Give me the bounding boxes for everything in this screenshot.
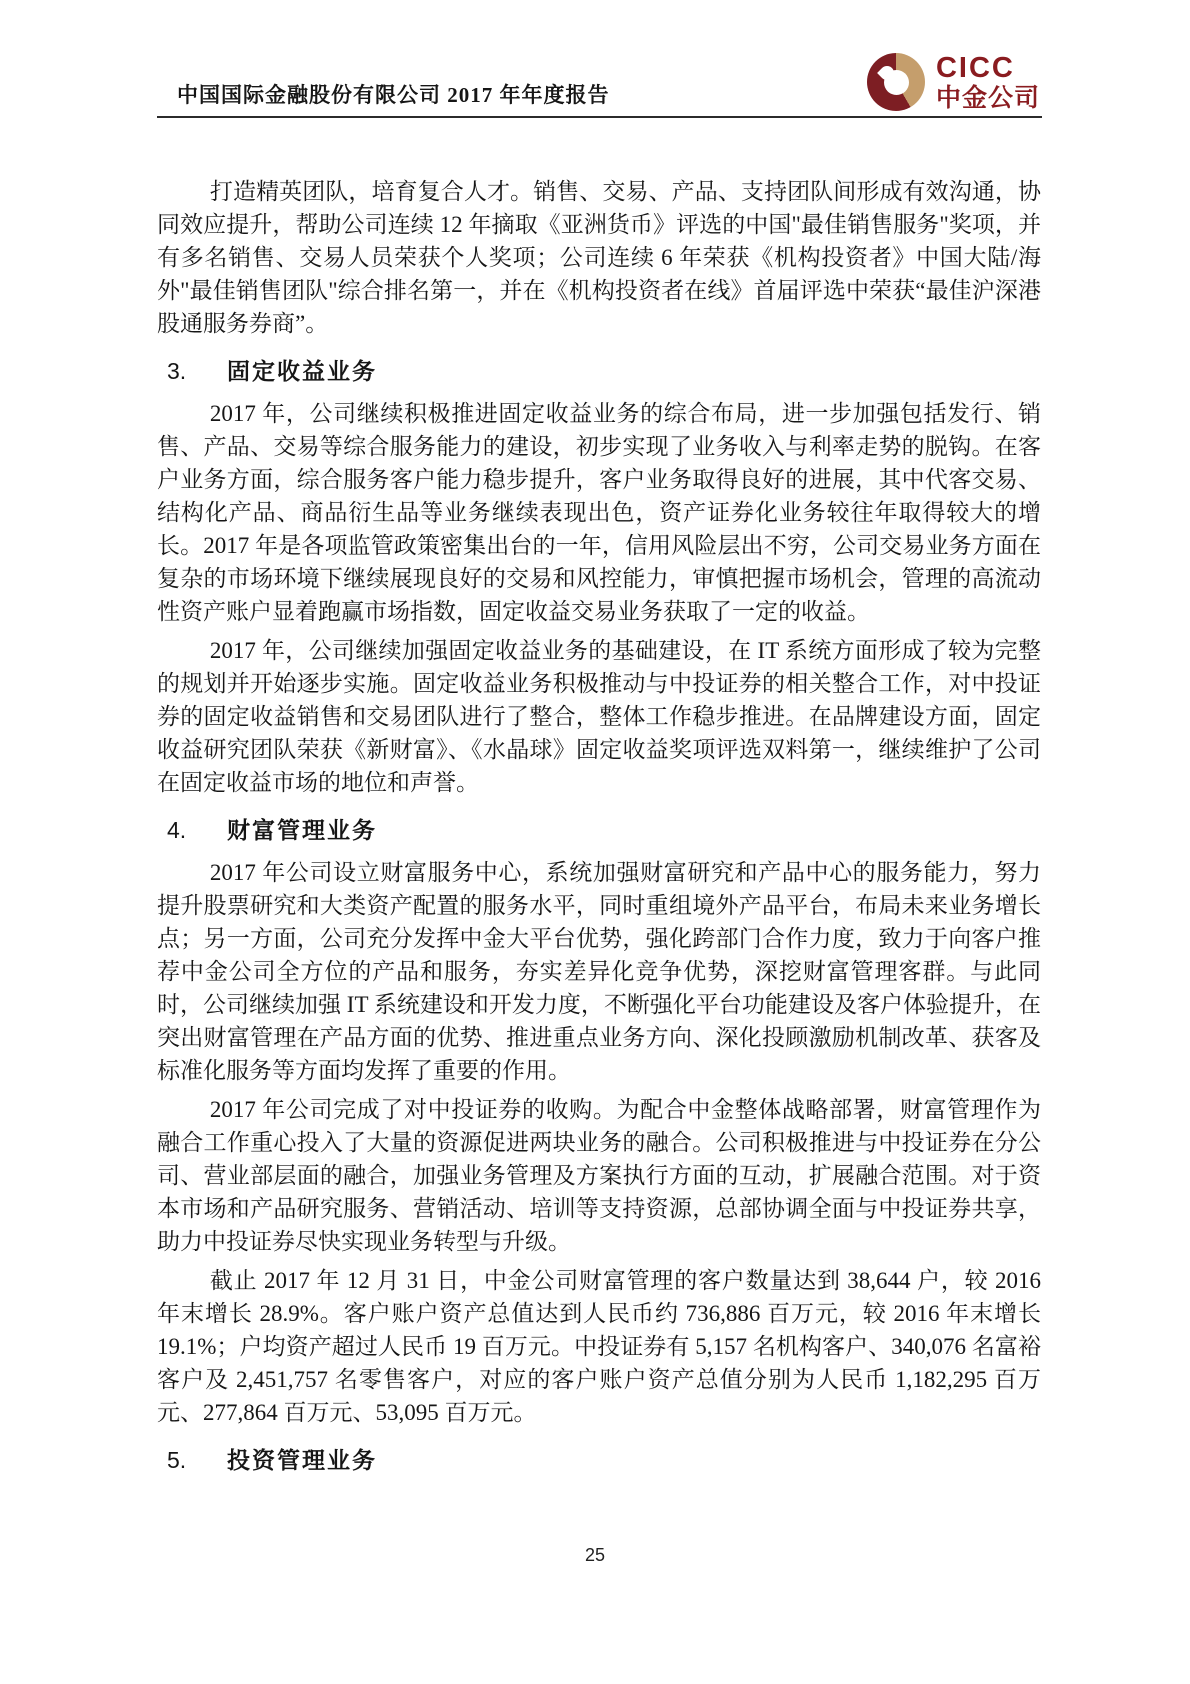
section-4-paragraph-1: 2017 年公司设立财富服务中心，系统加强财富研究和产品中心的服务能力，努力提升股票研究和大类资产配置的服务水平，同时重组境外产品平台，布局未来业务增长点；另一方面，公司充分发挥中金大平台优势，强化跨部门合作力度，致力于向客户推荐中金公司全方位的产品和服务，夯实差异化竞争优势，深挖财富管理客群。与此同时，公司继续加强 IT 系统建设和开发力度，不断强化平台功能建设及客户体验提升，在突出财富管理在产品方面的优势、推进重点业务方向、深化投顾激励机制改革、获客及标准化服务等方面均发挥了重要的作用。 xyxy=(157,860,1041,1083)
page-header xyxy=(157,0,1042,118)
section-5-number: 5. xyxy=(167,1447,187,1473)
cicc-wordmark xyxy=(935,51,1040,112)
document-body xyxy=(157,117,1041,1486)
section-3-paragraph-2: 2017 年，公司继续加强固定收益业务的基础建设，在 IT 系统方面形成了较为完整的规划并开始逐步实施。固定收益业务积极推动与中投证券的相关整合工作，对中投证券的固定收益销售和交易团队进行了整合，整体工作稳步推进。在品牌建设方面，固定收益研究团队荣获《新财富》、《水晶球》固定收益奖项评选双料第一，继续维护了公司在固定收益市场的地位和声誉。 xyxy=(157,638,1041,795)
cicc-logo xyxy=(867,53,1040,111)
page-footer xyxy=(0,1545,1190,1566)
section-4-title: 财富管理业务 xyxy=(227,818,377,843)
intro-paragraph: 打造精英团队，培育复合人才。销售、交易、产品、支持团队间形成有效沟通，协同效应提升，帮助公司连续 12 年摘取《亚洲货币》评选的中国"最佳销售服务"奖项，并有多名销售、交易人员荣获个人奖项；公司连续 6 年荣获《机构投资者》中国大陆/海外"最佳销售团队"综合排名第一，并在《机构投资者在线》首届评选中荣获“最佳沪深港股通服务券商”。 xyxy=(157,179,1041,336)
cicc-brand-en: CICC xyxy=(935,51,1015,84)
report-title: 中国国际金融股份有限公司 2017 年年度报告 xyxy=(177,83,610,107)
section-4-number: 4. xyxy=(167,817,187,843)
section-3-heading xyxy=(157,355,1041,388)
page-number: 25 xyxy=(584,1545,606,1565)
section-5-heading xyxy=(157,1444,1041,1477)
section-4-paragraph-3: 截止 2017 年 12 月 31 日，中金公司财富管理的客户数量达到 38,644 户，较 2016 年末增长 28.9%。客户账户资产总值达到人民币约 736,886 百万元，较 2016 年末增长 19.1%；户均资产超过人民币 19 百万元。中投证券有 5,157 名机构客户、340,076 名富裕客户及 2,451,757 名零售客户，对应的客户账户资产总值分别为人民币 1,182,295 百万元、277,864 百万元、53,095 百万元。 xyxy=(157,1268,1041,1425)
section-4-heading xyxy=(157,814,1041,847)
section-3-number: 3. xyxy=(167,358,187,384)
section-3-paragraph-1: 2017 年，公司继续积极推进固定收益业务的综合布局，进一步加强包括发行、销售、产品、交易等综合服务能力的建设，初步实现了业务收入与利率走势的脱钩。在客户业务方面，综合服务客户能力稳步提升，客户业务取得良好的进展，其中代客交易、结构化产品、商品衍生品等业务继续表现出色，资产证券化业务较往年取得较大的增长。2017 年是各项监管政策密集出台的一年，信用风险层出不穷，公司交易业务方面在复杂的市场环境下继续展现良好的交易和风控能力，审慎把握市场机会，管理的高流动性资产账户显着跑赢市场指数，固定收益交易业务获取了一定的收益。 xyxy=(157,401,1041,624)
section-3-title: 固定收益业务 xyxy=(227,359,377,384)
cicc-logo-icon xyxy=(867,53,925,111)
section-4-paragraph-2: 2017 年公司完成了对中投证券的收购。为配合中金整体战略部署，财富管理作为融合工作重心投入了大量的资源促进两块业务的融合。公司积极推进与中投证券在分公司、营业部层面的融合，加强业务管理及方案执行方面的互动，扩展融合范围。对于资本市场和产品研究服务、营销活动、培训等支持资源，总部协调全面与中投证券共享，助力中投证券尽快实现业务转型与升级。 xyxy=(157,1097,1041,1254)
section-5-title: 投资管理业务 xyxy=(227,1448,377,1473)
cicc-brand-cn: 中金公司 xyxy=(935,84,1040,112)
